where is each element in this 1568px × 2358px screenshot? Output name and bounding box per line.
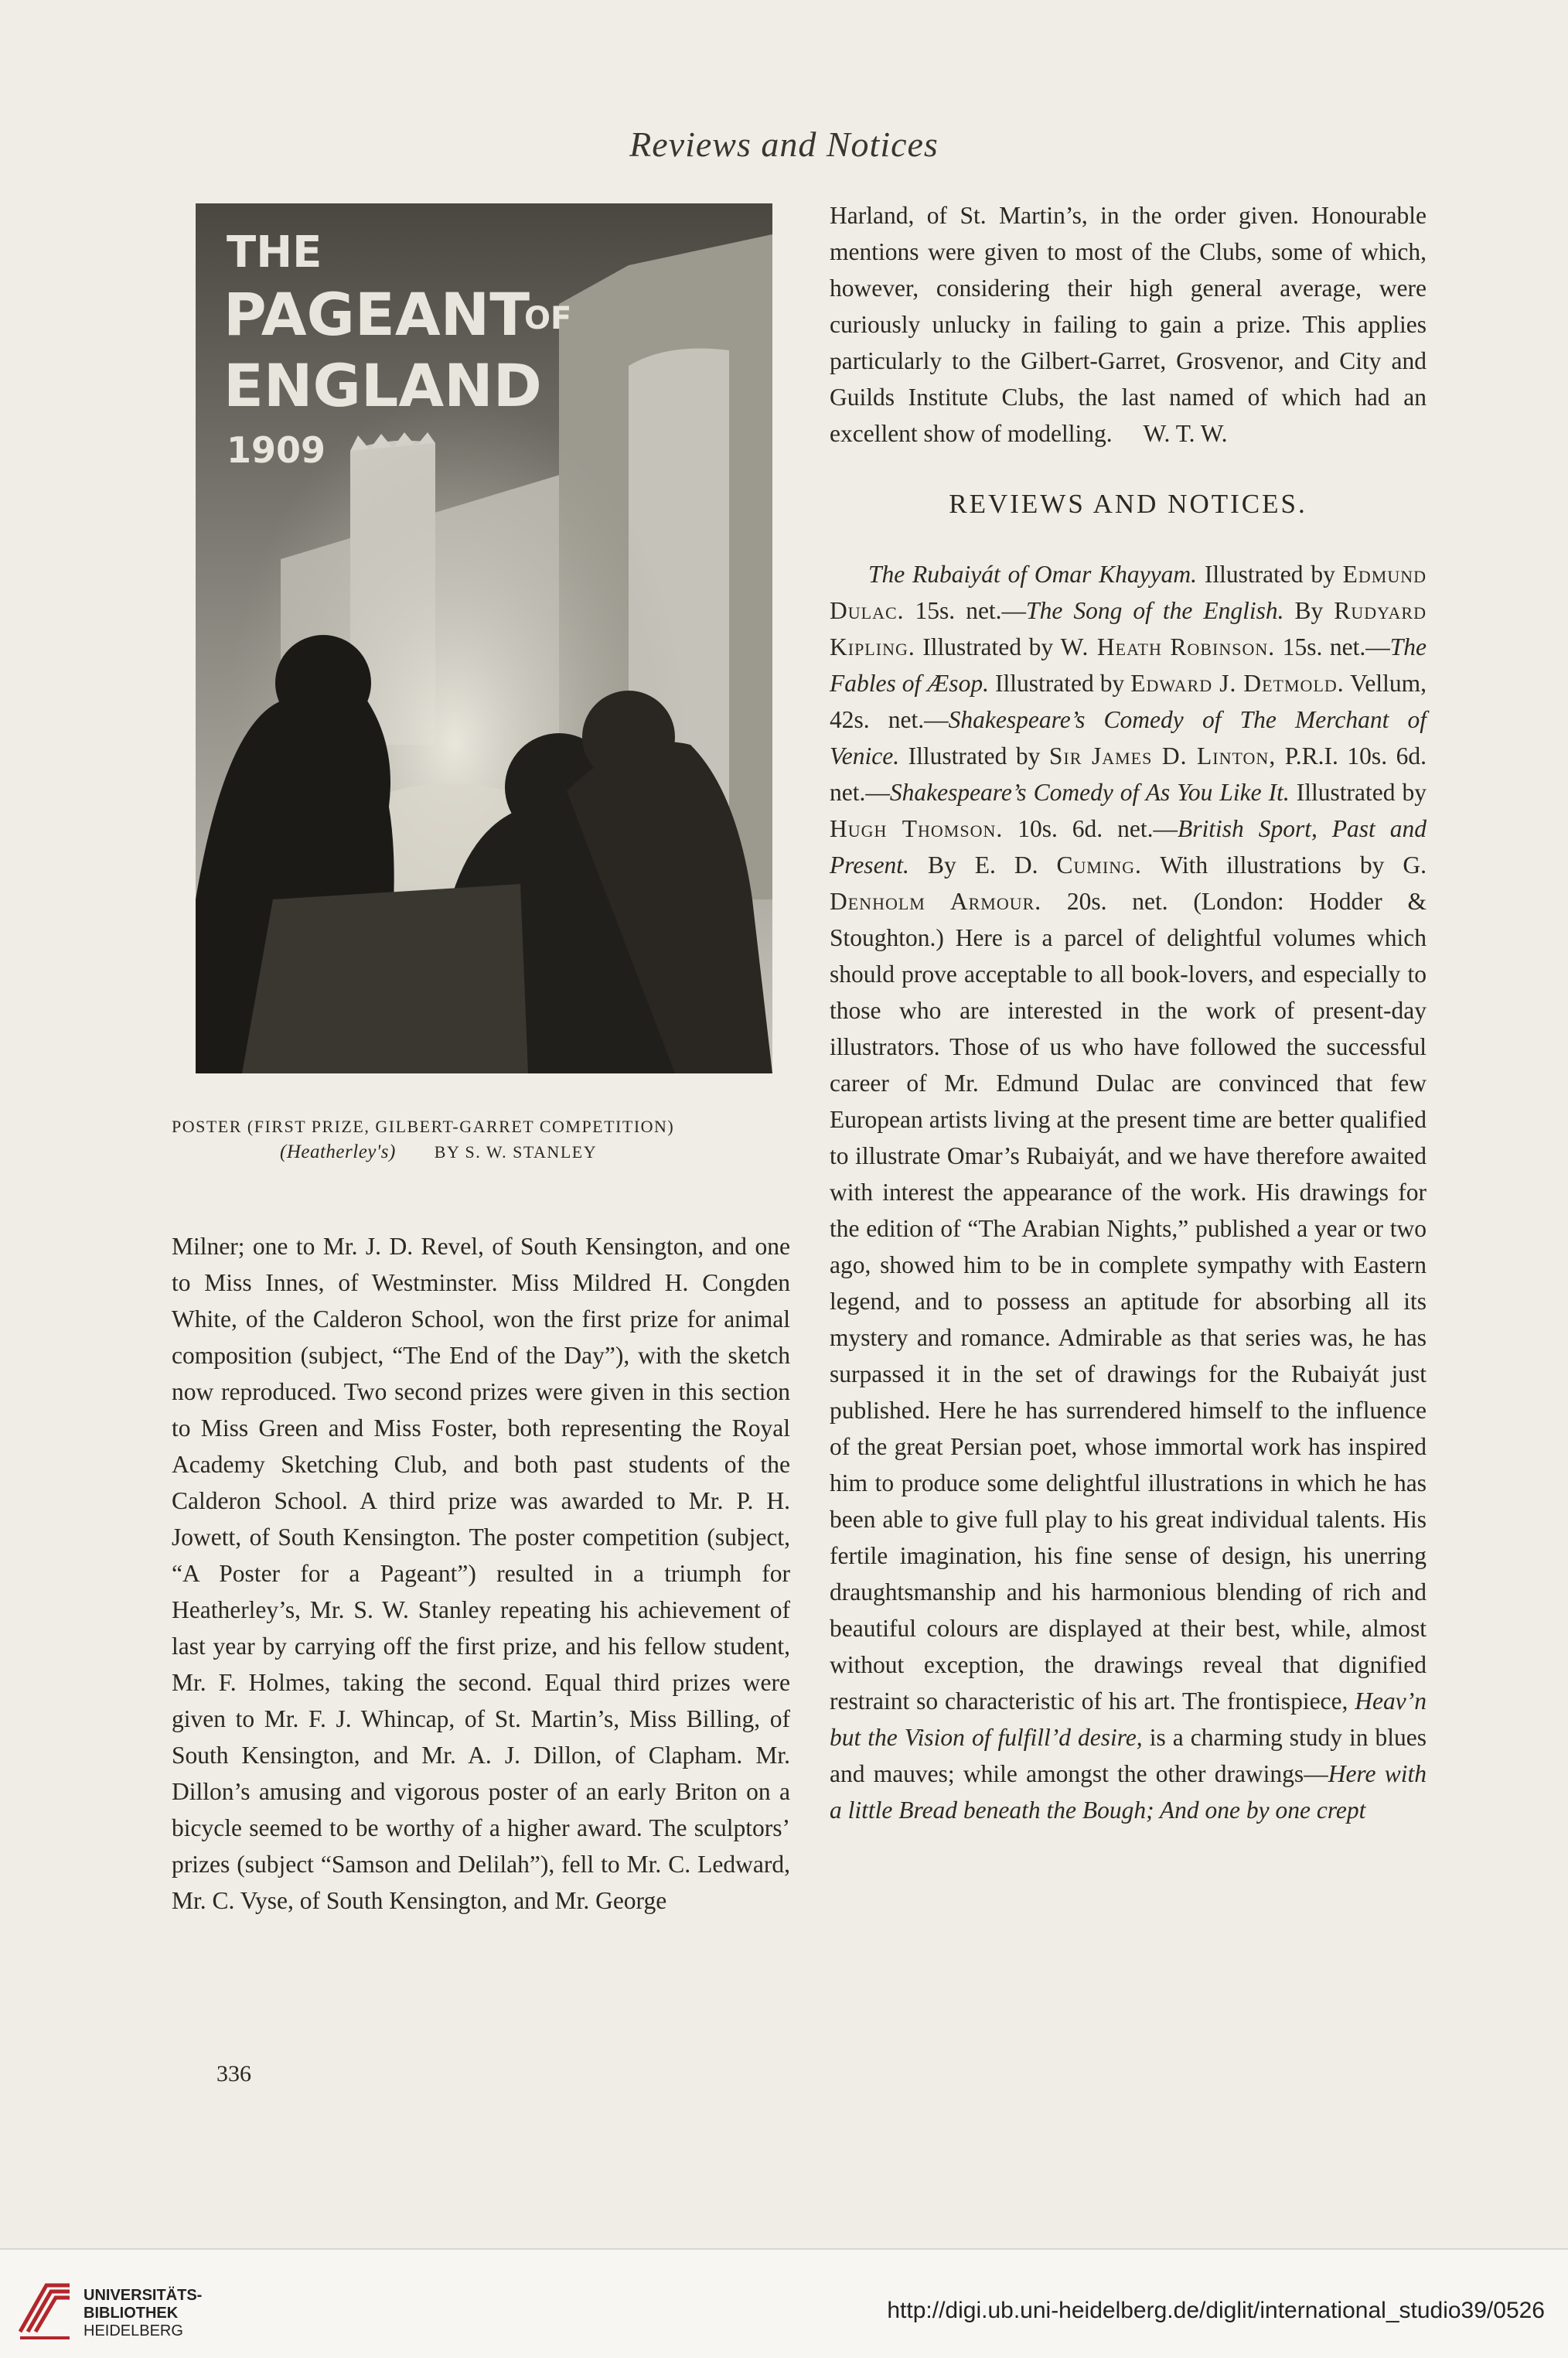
- author-name: W. Heath Robinson.: [1060, 633, 1276, 660]
- page-number: 336: [216, 2061, 251, 2087]
- drawing-title: Heav’n but the Vision of fulfill’d desire,: [830, 1687, 1427, 1751]
- author-name: Cuming.: [1056, 851, 1142, 879]
- poster-illustration: [196, 203, 772, 1073]
- running-head: Reviews and Notices: [629, 125, 939, 164]
- library-logo-icon: [15, 2278, 73, 2341]
- author-name: Edward J. Detmold.: [1130, 670, 1345, 697]
- poster-caption: [172, 1114, 790, 1165]
- poster-title-year: 1909: [227, 429, 326, 471]
- section-heading: REVIEWS AND NOTICES.: [949, 489, 1307, 519]
- source-url[interactable]: http://digi.ub.uni-heidelberg.de/diglit/international_studio39/0526: [887, 2298, 1545, 2323]
- author-name: Edmund Dulac.: [830, 561, 1427, 624]
- drawing-title: Here with a little Bread beneath the Bough; And one by one crept: [830, 1760, 1427, 1824]
- library-name: UNIVERSITÄTS- BIBLIOTHEK HEIDELBERG: [84, 2287, 203, 2339]
- poster-title-the: THE: [227, 227, 322, 278]
- book-title: British Sport, Past and Present.: [830, 815, 1427, 879]
- caption-author: BY S. W. STANLEY: [434, 1142, 598, 1162]
- caption-credit: (Heatherley's): [280, 1141, 396, 1162]
- reviews-paragraph: The Rubaiyát of Omar Khayyam. Illustrated by Edmund Dulac. 15s. net.—The Song of the English. By Rudyard Kipling. Illustrated by W. Heath Robinson. 15s. net.—The Fables of Æsop. Illustrated by Edward J. Detmold. Vellum, 42s. net.—Shakespeare’s Comedy of The Merchant of Venice. Illustrated by Sir James D. Linton, P.R.I. 10s. 6d. net.—Shakespeare’s Comedy of As You Like It. Illustrated by Hugh Thomson. 10s. 6d. net.—British Sport, Past and Present. By E. D. Cuming. With illustrations by G. Denholm Armour. 20s. net. (London: Hodder & Stoughton.) Here is a parcel of delightful volumes which should prove acceptable to all book-lovers, and especially to those who are interested in the work of present-day illustrators. Those of us who have followed the successful career of Mr. Edmund Dulac are convinced that few European artists living at the present time are better qualified to illustrate Omar’s Rubaiyát, and we have therefore awaited with interest the appearance of the work. His drawings for the edition of “The Arabian Nights,” published a year or two ago, showed him to be in complete sympathy with Eastern legend, and to possess an aptitude for absorbing all its mystery and romance. Admirable as that series was, he has surpassed it in the set of drawings for the Rubaiyát just published. Here he has surrendered himself to the influence of the great Persian poet, whose immortal work has inspired him to produce some delightful illustrations in which he has been able to give full play to his great individual talents. His fertile imagination, his fine sense of design, his unerring draughtsmanship and his harmonious blending of rich and beautiful colours are displayed at their best, while, almost without exception, the drawings reveal that dignified restraint so characteristic of his art. The frontispiece, Heav’n but the Vision of fulfill’d desire, is a charming study in blues and mauves; while amongst the other drawings—Here with a little Bread beneath the Bough; And one by one crept: [830, 561, 1427, 1824]
- continuation-paragraph: Harland, of St. Martin’s, in the order given. Honourable mentions were given to most of the Clubs, some of which, however, considering their high general average, were curiously unlucky in failing to gain a prize. This applies particularly to the Gilbert-Garret, Grosvenor, and City and Guilds Institute Clubs, the last named of which had an excellent show of modelling. W. T. W.: [830, 202, 1427, 447]
- author-name: Rudyard Kipling.: [830, 597, 1427, 660]
- poster-title-pageant: PAGEANT: [223, 280, 530, 349]
- left-paragraph: Milner; one to Mr. J. D. Revel, of South Kensington, and one to Miss Innes, of Westminster. Miss Mildred H. Congden White, of the Calderon School, won the first prize for animal composition (subject, “The End of the Day”), with the sketch now reproduced. Two second prizes were given in this section to Miss Green and Miss Foster, both representing the Royal Academy Sketching Club, and both past students of the Calderon School. A third prize was awarded to Mr. P. H. Jowett, of South Kensington. The poster competition (subject, “A Poster for a Pageant”) resulted in a triumph for Heatherley’s, Mr. S. W. Stanley repeating his achievement of last year by carrying off the first prize, and his fellow student, Mr. F. Holmes, taking the second. Equal third prizes were given to Mr. F. J. Whincap, of St. Martin’s, Miss Billing, of South Kensington, and Mr. A. J. Dillon, of Clapham. Mr. Dillon’s amusing and vigorous poster of an early Briton on a bicycle seemed to be worthy of a higher award. The sculptors’ prizes (subject “Samson and Delilah”), fell to Mr. C. Ledward, Mr. C. Vyse, of South Kensington, and Mr. George: [172, 1233, 790, 1914]
- poster-title-england: ENGLAND: [223, 351, 542, 420]
- right-column: [830, 197, 1427, 1828]
- footer-bar: [0, 2248, 1568, 2358]
- book-title: Shakespeare’s Comedy of As You Like It.: [889, 779, 1290, 806]
- author-name: Hugh Thomson.: [830, 815, 1004, 842]
- book-title: The Song of the English.: [1026, 597, 1284, 624]
- signature: W. T. W.: [1143, 420, 1228, 447]
- left-column: [172, 1228, 790, 1919]
- book-title: The Rubaiyát of Omar Khayyam.: [868, 561, 1198, 588]
- book-title: The Fables of Æsop.: [830, 633, 1427, 697]
- author-name: Denholm Armour.: [830, 888, 1042, 915]
- author-name: Sir James D. Linton,: [1048, 742, 1277, 770]
- book-title: Shakespeare’s Comedy of The Merchant of Venice.: [830, 706, 1427, 770]
- poster-title-of: OF: [524, 301, 572, 336]
- caption-line: POSTER (FIRST PRIZE, GILBERT-GARRET COMPETITION): [172, 1117, 675, 1136]
